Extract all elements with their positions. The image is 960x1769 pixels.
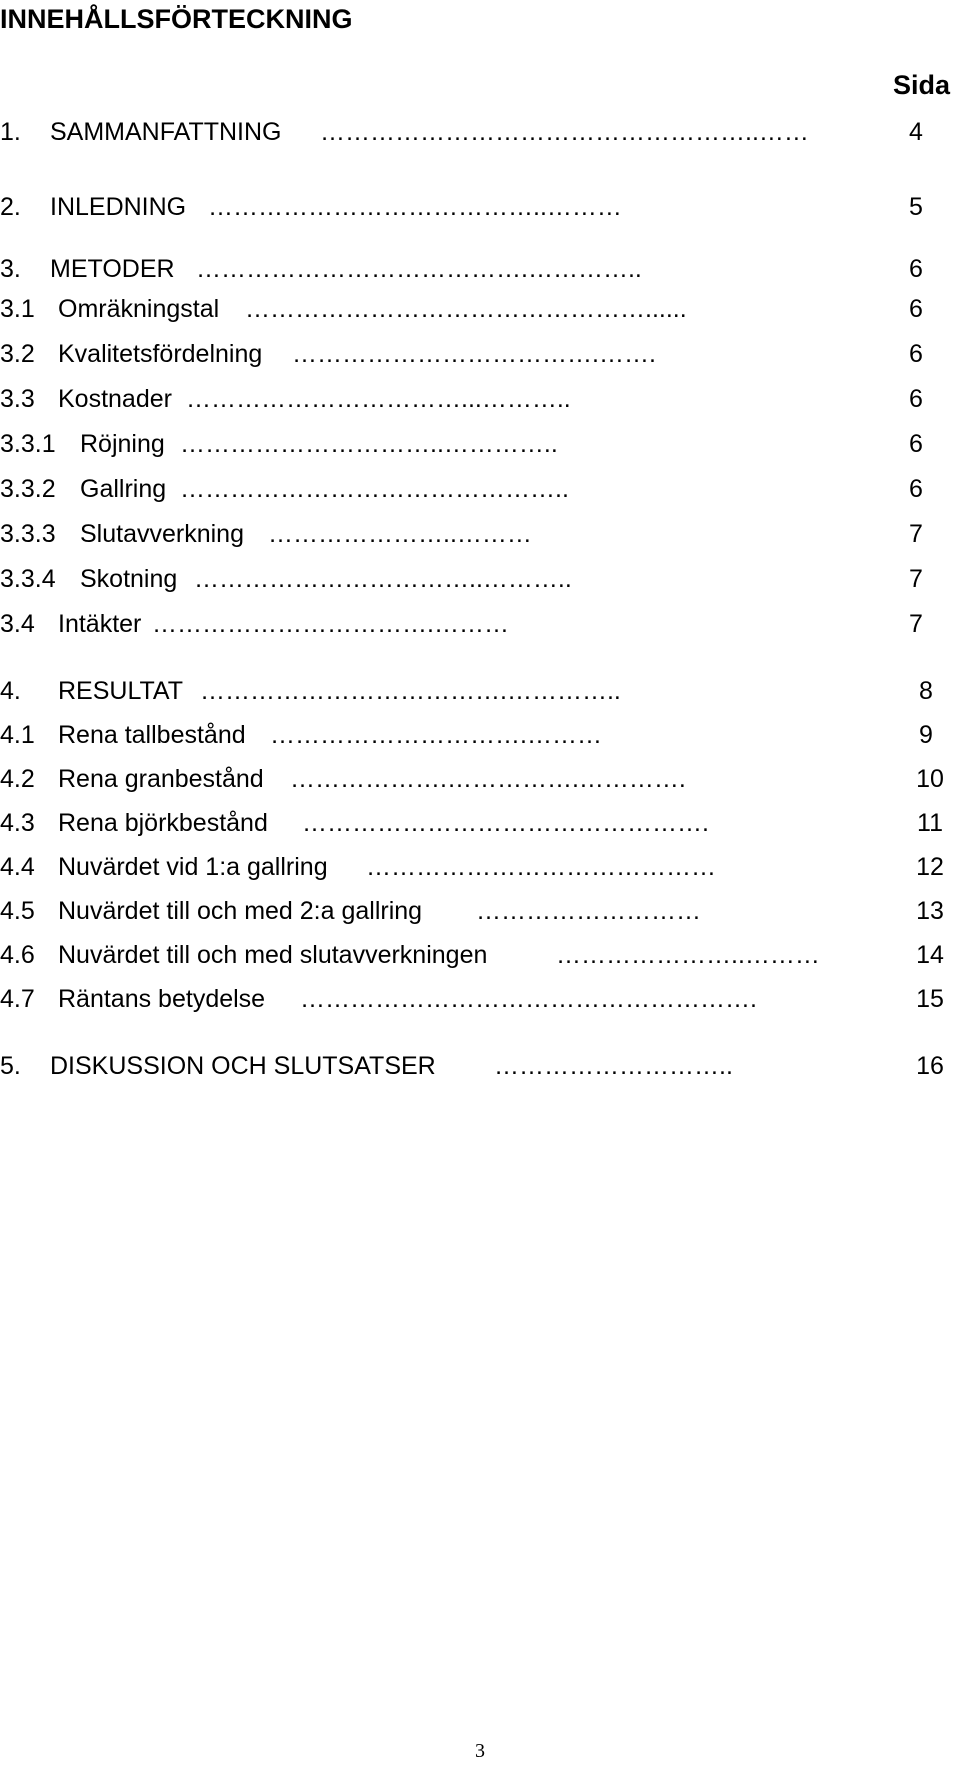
toc-entry-label: INLEDNING <box>50 193 187 221</box>
toc-entry[interactable] <box>0 187 960 227</box>
toc-leader-dots: ……………………………….………….. <box>200 677 621 705</box>
toc-entry-label: Nuvärdet till och med slutavverkningen <box>58 941 488 969</box>
toc-leader-dots: ………………………………….………….. <box>196 255 642 283</box>
toc-entry-page: 16 <box>916 1052 944 1080</box>
toc-entry[interactable] <box>0 1046 960 1086</box>
toc-entry-number: 4.2 <box>0 765 35 793</box>
toc-leader-dots: ……………………….. <box>494 1052 733 1080</box>
toc-entry[interactable] <box>0 289 960 329</box>
toc-entry[interactable] <box>0 514 960 554</box>
toc-entry-page: 6 <box>909 475 923 503</box>
toc-entry-label: DISKUSSION OCH SLUTSATSER <box>50 1052 436 1080</box>
toc-entry-number: 3.3.4 <box>0 565 56 593</box>
toc-entry-label: Rena granbestånd <box>58 765 264 793</box>
toc-entry-page: 12 <box>916 853 944 881</box>
toc-entry[interactable] <box>0 891 960 931</box>
toc-entry[interactable] <box>0 334 960 374</box>
toc-entry-number: 4.1 <box>0 721 35 749</box>
toc-entry-page: 10 <box>916 765 944 793</box>
toc-entry-label: Kvalitetsfördelning <box>58 340 263 368</box>
toc-entry-page: 6 <box>909 255 923 283</box>
toc-leader-dots: …………………………..………….. <box>180 430 558 458</box>
toc-entry-label: RESULTAT <box>58 677 184 705</box>
toc-leader-dots: ……………………… <box>476 897 701 925</box>
toc-entry[interactable] <box>0 759 960 799</box>
toc-entry-label: SAMMANFATTNING <box>50 118 282 146</box>
toc-entry-label: Nuvärdet vid 1:a gallring <box>58 853 328 881</box>
toc-entry-label: Kostnader <box>58 385 172 413</box>
toc-leader-dots: ……………….…………….…………. <box>290 765 686 793</box>
toc-leader-dots: …………………………………..……… <box>208 193 622 221</box>
page-title: INNEHÅLLSFÖRTECKNING <box>0 4 353 34</box>
toc-entry-number: 4.3 <box>0 809 35 837</box>
toc-entry-number: 3.3 <box>0 385 35 413</box>
toc-entry[interactable] <box>0 715 960 755</box>
toc-entry-number: 4.7 <box>0 985 35 1013</box>
toc-leader-dots: …………………………………… <box>366 853 716 881</box>
toc-entry-label: Rena tallbestånd <box>58 721 246 749</box>
toc-entry-page: 15 <box>916 985 944 1013</box>
toc-entry-number: 3.3.1 <box>0 430 56 458</box>
toc-entry-page: 6 <box>909 340 923 368</box>
toc-entry-label: Omräkningstal <box>58 295 220 323</box>
toc-entry-page: 8 <box>919 677 933 705</box>
toc-entry[interactable] <box>0 559 960 599</box>
toc-entry-label: Gallring <box>80 475 167 503</box>
toc-entry-number: 3.4 <box>0 610 35 638</box>
toc-entry-number: 5. <box>0 1052 21 1080</box>
toc-entry-label: Rena björkbestånd <box>58 809 268 837</box>
page-number: 3 <box>475 1740 485 1762</box>
toc-entry-page: 4 <box>909 118 923 146</box>
toc-entry-number: 3.3.3 <box>0 520 56 548</box>
toc-entry-page: 13 <box>916 897 944 925</box>
toc-leader-dots: ……………………………………………..…… <box>320 118 809 146</box>
toc-entry-number: 3.3.2 <box>0 475 56 503</box>
toc-entry[interactable] <box>0 112 960 152</box>
toc-entry-label: Slutavverkning <box>80 520 244 548</box>
toc-entry-number: 3.1 <box>0 295 35 323</box>
toc-entry-label: Räntans betydelse <box>58 985 266 1013</box>
toc-entry-page: 9 <box>919 721 933 749</box>
toc-entry-number: 4.5 <box>0 897 35 925</box>
toc-entry-page: 6 <box>909 430 923 458</box>
toc-leader-dots: ……………………………………….. <box>180 475 569 503</box>
toc-leader-dots: …………………………………………...... <box>245 295 687 323</box>
toc-leader-dots: ………………………….……… <box>270 721 602 749</box>
toc-leader-dots: …………………..……… <box>556 941 820 969</box>
toc-entry[interactable] <box>0 979 960 1019</box>
toc-entry-number: 3.2 <box>0 340 35 368</box>
toc-entry-label: Intäkter <box>58 610 142 638</box>
toc-entry-label: Skotning <box>80 565 178 593</box>
toc-entry-number: 4.4 <box>0 853 35 881</box>
toc-entry-page: 7 <box>909 565 923 593</box>
toc-entry-number: 2. <box>0 193 21 221</box>
toc-entry[interactable] <box>0 469 960 509</box>
toc-entry[interactable] <box>0 424 960 464</box>
toc-entry-page: 6 <box>909 295 923 323</box>
toc-leader-dots: ……………………………..……….. <box>194 565 572 593</box>
toc-entry-label: Röjning <box>80 430 165 458</box>
toc-entry[interactable] <box>0 803 960 843</box>
toc-entry[interactable] <box>0 379 960 419</box>
toc-entry-number: 3. <box>0 255 21 283</box>
toc-leader-dots: …………………………………………. <box>302 809 709 837</box>
toc-entry-number: 1. <box>0 118 21 146</box>
toc-entry-page: 6 <box>909 385 923 413</box>
toc-entry-page: 5 <box>909 193 923 221</box>
toc-entry-page: 11 <box>917 809 943 837</box>
toc-entry[interactable] <box>0 604 960 644</box>
toc-entry-number: 4. <box>0 677 21 705</box>
toc-leader-dots: ……………………………...……….. <box>186 385 571 413</box>
toc-entry-number: 4.6 <box>0 941 35 969</box>
toc-leader-dots: …………………………….……… <box>152 610 509 638</box>
toc-leader-dots: …………………..……… <box>268 520 532 548</box>
toc-entry[interactable] <box>0 249 960 289</box>
toc-entry[interactable] <box>0 847 960 887</box>
toc-entry[interactable] <box>0 935 960 975</box>
toc-entry-page: 7 <box>909 610 923 638</box>
page-column-header: Sida <box>892 70 950 100</box>
toc-entry[interactable] <box>0 671 960 711</box>
toc-entry-label: METODER <box>50 255 175 283</box>
toc-entry-label: Nuvärdet till och med 2:a gallring <box>58 897 423 925</box>
toc-leader-dots: ………………………………………………. <box>300 985 757 1013</box>
toc-leader-dots: ……………………………….……. <box>292 340 656 368</box>
toc-entry-page: 7 <box>909 520 923 548</box>
toc-entry-page: 14 <box>916 941 944 969</box>
